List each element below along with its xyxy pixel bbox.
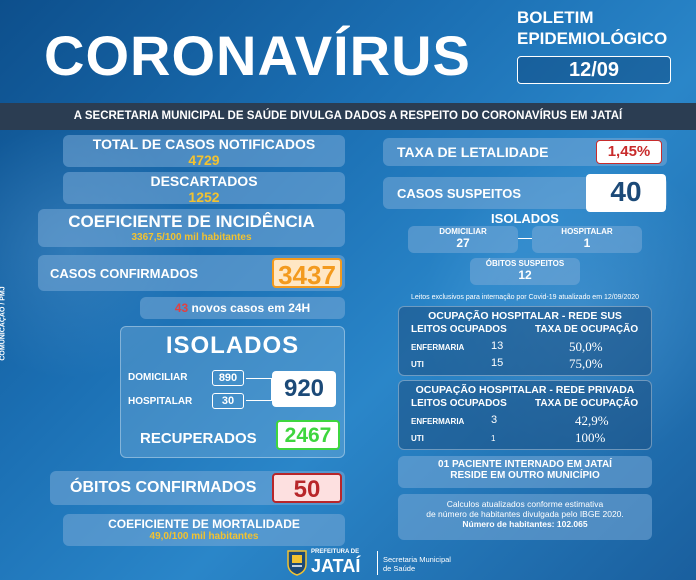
incidence-label: COEFICIENTE DE INCIDÊNCIA (68, 212, 315, 231)
private-col-rate: TAXA DE OCUPAÇÃO (535, 398, 639, 409)
isolated-hospital-label: HOSPITALAR (128, 396, 193, 407)
sus-occupancy-panel (398, 306, 652, 376)
isolated-divider (518, 238, 532, 239)
suspected-deaths-panel (470, 258, 580, 285)
lethality-label: TAXA DE LETALIDADE (397, 144, 549, 160)
calc-line2: de número de habitantes divulgada pelo IBGE 2020. (426, 509, 624, 519)
new-cases-line (140, 297, 345, 319)
info-banner: A SECRETARIA MUNICIPAL DE SAÚDE DIVULGA DADOS A RESPEITO DO CORONAVÍRUS EM JATAÍ (0, 103, 696, 130)
transfer-panel (398, 456, 652, 488)
suspected-home-label: DOMICILIAR (439, 227, 487, 236)
total-cases-value: 4729 (188, 152, 220, 168)
isolated-home-label: DOMICILIAR (128, 372, 188, 383)
sus-title: OCUPAÇÃO HOSPITALAR - REDE SUS (428, 310, 622, 322)
private-row-beds: 1 (491, 434, 496, 443)
suspected-deaths-label: ÓBITOS SUSPEITOS (485, 259, 565, 268)
mortality-label: COEFICIENTE DE MORTALIDADE (108, 517, 300, 531)
suspected-label: CASOS SUSPEITOS (397, 186, 522, 201)
city-seal-icon (286, 549, 308, 576)
deaths-value: 50 (272, 473, 342, 503)
new-cases-number: 43 (174, 301, 189, 315)
isolated-total: 920 (272, 371, 336, 407)
sus-row-beds: 15 (491, 357, 504, 369)
secretaria-line2: de Saúde (383, 564, 416, 573)
sus-row-beds: 13 (491, 340, 504, 352)
private-title: OCUPAÇÃO HOSPITALAR - REDE PRIVADA (415, 384, 635, 396)
sus-col-rate: TAXA DE OCUPAÇÃO (535, 324, 639, 335)
side-credit: COMUNICAÇÃO / PMJ (0, 286, 7, 361)
suspected-deaths-value: 12 (518, 268, 532, 282)
isolated-hospital-value: 30 (212, 393, 244, 409)
sus-row-label: UTI (411, 360, 424, 369)
transfer-line1: 01 PACIENTE INTERNADO EM JATAÍ (438, 459, 612, 470)
prefeitura-line2: JATAÍ (311, 556, 361, 576)
bulletin-line1: BOLETIM (517, 8, 594, 27)
sus-col-beds: LEITOS OCUPADOS (411, 324, 507, 335)
discarded-value: 1252 (188, 189, 220, 205)
confirmed-value: 3437 (272, 258, 342, 288)
private-row-label: UTI (411, 434, 424, 443)
suspected-hospital-label: HOSPITALAR (561, 227, 613, 236)
private-col-beds: LEITOS OCUPADOS (411, 398, 507, 409)
secretaria-line1: Secretaria Municipal (383, 555, 451, 564)
isolated-title: ISOLADOS (165, 332, 300, 359)
private-row-rate: 42,9% (575, 413, 609, 428)
private-occupancy-panel (398, 380, 652, 450)
incidence-panel (38, 209, 345, 247)
suspected-hospital-panel (532, 226, 642, 253)
suspected-home-panel (408, 226, 518, 253)
mortality-value: 49,0/100 mil habitantes (149, 531, 259, 542)
suspected-home-value: 27 (456, 236, 470, 250)
total-cases-label: TOTAL DE CASOS NOTIFICADOS (92, 136, 316, 152)
incidence-value: 3367,5/100 mil habitantes (131, 232, 252, 243)
prefeitura-line1: PREFEITURA DE (311, 549, 360, 555)
recovered-label: RECUPERADOS (140, 430, 257, 447)
beds-note: Leitos exclusivos para internação por Covid-19 atualizado em 12/09/2020 (410, 294, 640, 301)
deaths-label: ÓBITOS CONFIRMADOS (70, 479, 257, 496)
private-row-label: ENFERMARIA (411, 417, 465, 426)
transfer-line2: RESIDE EM OUTRO MUNICÍPIO (450, 470, 600, 481)
suspected-hospital-value: 1 (583, 236, 591, 250)
suspected-value: 40 (586, 174, 666, 212)
mortality-panel (63, 514, 345, 546)
discarded-panel (63, 172, 345, 204)
new-cases-text: novos casos em 24H (191, 301, 311, 315)
private-row-rate: 100% (575, 430, 606, 445)
new-cases-panel (140, 297, 345, 319)
date-badge: 12/09 (517, 56, 671, 84)
sus-row-label: ENFERMARIA (411, 343, 465, 352)
private-row-beds: 3 (491, 414, 498, 426)
sus-row-rate: 75,0% (569, 356, 603, 371)
discarded-label: DESCARTADOS (150, 173, 258, 189)
total-cases-panel (63, 135, 345, 167)
suspected-isolated-title: ISOLADOS (491, 211, 559, 226)
lethality-value: 1,45% (596, 140, 662, 164)
confirmed-label: CASOS CONFIRMADOS (50, 266, 199, 281)
isolated-connector (246, 378, 272, 401)
page-title: CORONAVÍRUS (44, 24, 471, 87)
calc-note-panel (398, 494, 652, 540)
bulletin-line2: EPIDEMIOLÓGICO (517, 29, 668, 48)
calc-line3: Número de habitantes: 102.065 (462, 519, 588, 529)
sus-row-rate: 50,0% (569, 339, 603, 354)
footer-divider (377, 551, 378, 575)
isolated-home-value: 890 (212, 370, 244, 386)
recovered-value: 2467 (276, 420, 340, 450)
calc-line1: Calculos atualizados conforme estimativa (446, 499, 604, 509)
